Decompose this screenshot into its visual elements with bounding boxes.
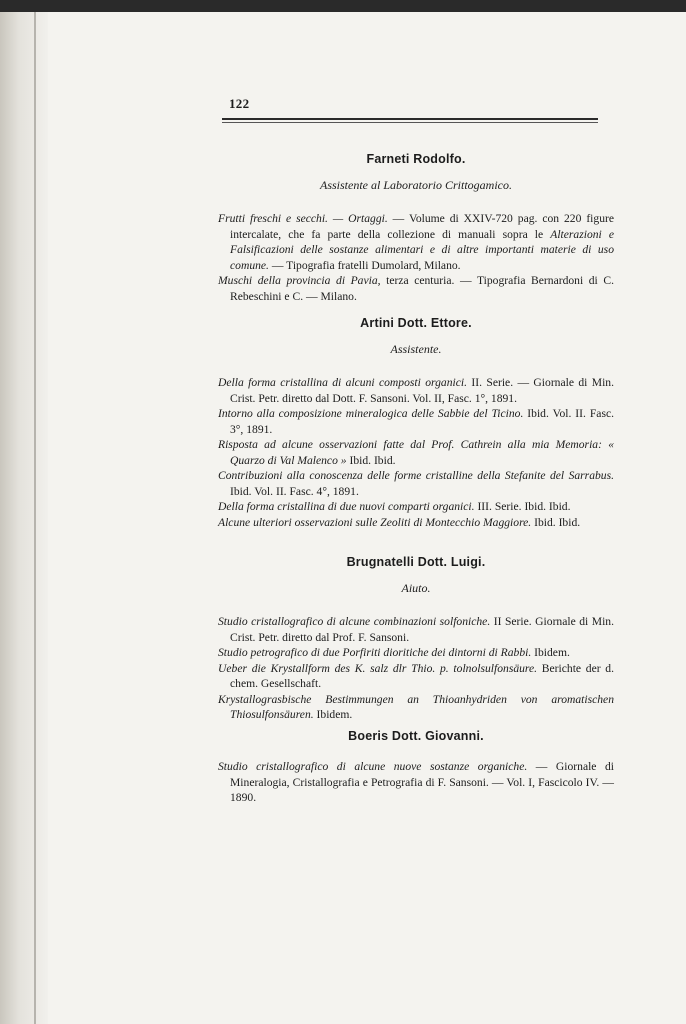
publication-details-2: — Tipografia fratelli Dumolard, Milano.: [268, 258, 461, 272]
person-role: Assistente al Laboratorio Crittogamico.: [319, 178, 512, 192]
publication-details: III. Serie. Ibid. Ibid.: [474, 500, 571, 513]
page-number: 122: [229, 96, 250, 111]
publication-title: Krystallograsbische Bestimmungen an Thioanhydriden von aromatischen Thiosulfonsäuren.: [218, 692, 614, 721]
publication-details: terza centuria. — Tipografia Bernardoni di C. Rebeschini e C. — Milano.: [230, 274, 614, 303]
publication-entry: [218, 692, 614, 723]
scan-top-edge: [0, 0, 686, 12]
book-spine-shadow: [0, 0, 48, 1024]
publication-details: Berichte der d. chem. Gesellschaft.: [230, 661, 614, 690]
publication-details: — Giornale di Mineralogia, Cristallografia e Petrografia di F. Sansoni. — Vol. I, Fascicolo IV. — 1890.: [230, 760, 614, 804]
publication-title: Muschi della provincia di Pavia,: [218, 274, 381, 287]
publication-entry: [218, 515, 614, 531]
person-name: Boeris Dott. Giovanni.: [348, 729, 484, 743]
publication-entry: [218, 273, 614, 304]
person-name: Farneti Rodolfo.: [366, 152, 466, 166]
publication-title: Intorno alla composizione mineralogica delle Sabbie del Ticino.: [218, 407, 524, 420]
publication-details: Ibid. Vol. II. Fasc. 3°, 1891.: [230, 407, 614, 436]
section-artini: [218, 316, 614, 530]
section-boeris: [218, 729, 614, 806]
header-rule-thin: [222, 122, 598, 123]
binding-edge: [34, 0, 36, 1024]
publication-details: II Serie. Giornale di Min. Crist. Petr. diretto dal Prof. F. Sansoni.: [230, 615, 614, 644]
publication-entry: [218, 661, 614, 692]
publication-entry: [218, 375, 614, 406]
publication-details: Ibidem.: [313, 708, 353, 721]
publication-details: Ibid. Ibid.: [346, 453, 396, 467]
publication-entry: [218, 211, 614, 273]
publication-entry: [218, 645, 614, 661]
publication-title: Frutti freschi e secchi. — Ortaggi.: [218, 212, 388, 225]
publication-details: — Volume di XXIV-720 pag. con 220 figure intercalate, che fa parte della collezione di manuali sopra le: [230, 212, 614, 241]
publication-entry: [218, 437, 614, 468]
publication-title: Della forma cristallina di alcuni composti organici.: [218, 376, 467, 389]
publication-title: Studio petrografico di due Porfiriti dioritiche dei dintorni di Rabbi.: [218, 646, 532, 659]
publication-entry: [218, 614, 614, 645]
person-role: Aiuto.: [401, 581, 431, 595]
publication-list: [218, 614, 614, 723]
publication-entry: [218, 406, 614, 437]
person-name: Artini Dott. Ettore.: [360, 316, 472, 330]
publication-entry: [218, 468, 614, 499]
publication-list: [218, 759, 614, 806]
publication-entry: [218, 759, 614, 806]
publication-entry: [218, 499, 614, 515]
publication-title-2: Alterazioni e Falsificazioni delle sostanze alimentari e di altre importanti materie di uso comune.: [230, 227, 615, 272]
section-farneti: [218, 152, 614, 304]
publication-title: Contribuzioni alla conoscenza delle forme cristalline della Stefanite del Sarrabus.: [218, 469, 614, 482]
publication-title: Ueber die Krystallform des K. salz dlr Thio. p. tolnolsulfonsäure.: [218, 661, 538, 675]
publication-title: Della forma cristallina di due nuovi comparti organici.: [218, 500, 475, 513]
publication-details: II. Serie. — Giornale di Min. Crist. Petr. diretto dal Dott. F. Sansoni. Vol. II, Fasc. 1°, 1891.: [230, 376, 614, 405]
publication-list: [218, 211, 614, 304]
person-role: Assistente.: [390, 342, 442, 356]
publication-details: Ibidem.: [531, 646, 570, 659]
publication-details: Ibid. Ibid.: [531, 515, 581, 529]
header-rule: [222, 118, 598, 120]
publication-list: [218, 375, 614, 530]
publication-title: Studio cristallografico di alcune combinazioni solfoniche.: [218, 615, 491, 628]
publication-details: Ibid. Vol. II. Fasc. 4°, 1891.: [230, 484, 359, 498]
publication-title: Alcune ulteriori osservazioni sulle Zeoliti di Montecchio Maggiore.: [218, 515, 532, 529]
publication-title: Studio cristallografico di alcune nuove sostanze organiche.: [218, 760, 528, 773]
section-brugnatelli: [218, 555, 614, 723]
publication-title: Risposta ad alcune osservazioni fatte dal Prof. Cathrein alla mia Memoria: « Quarzo di Val Malenco »: [218, 438, 614, 467]
person-name: Brugnatelli Dott. Luigi.: [346, 555, 486, 569]
